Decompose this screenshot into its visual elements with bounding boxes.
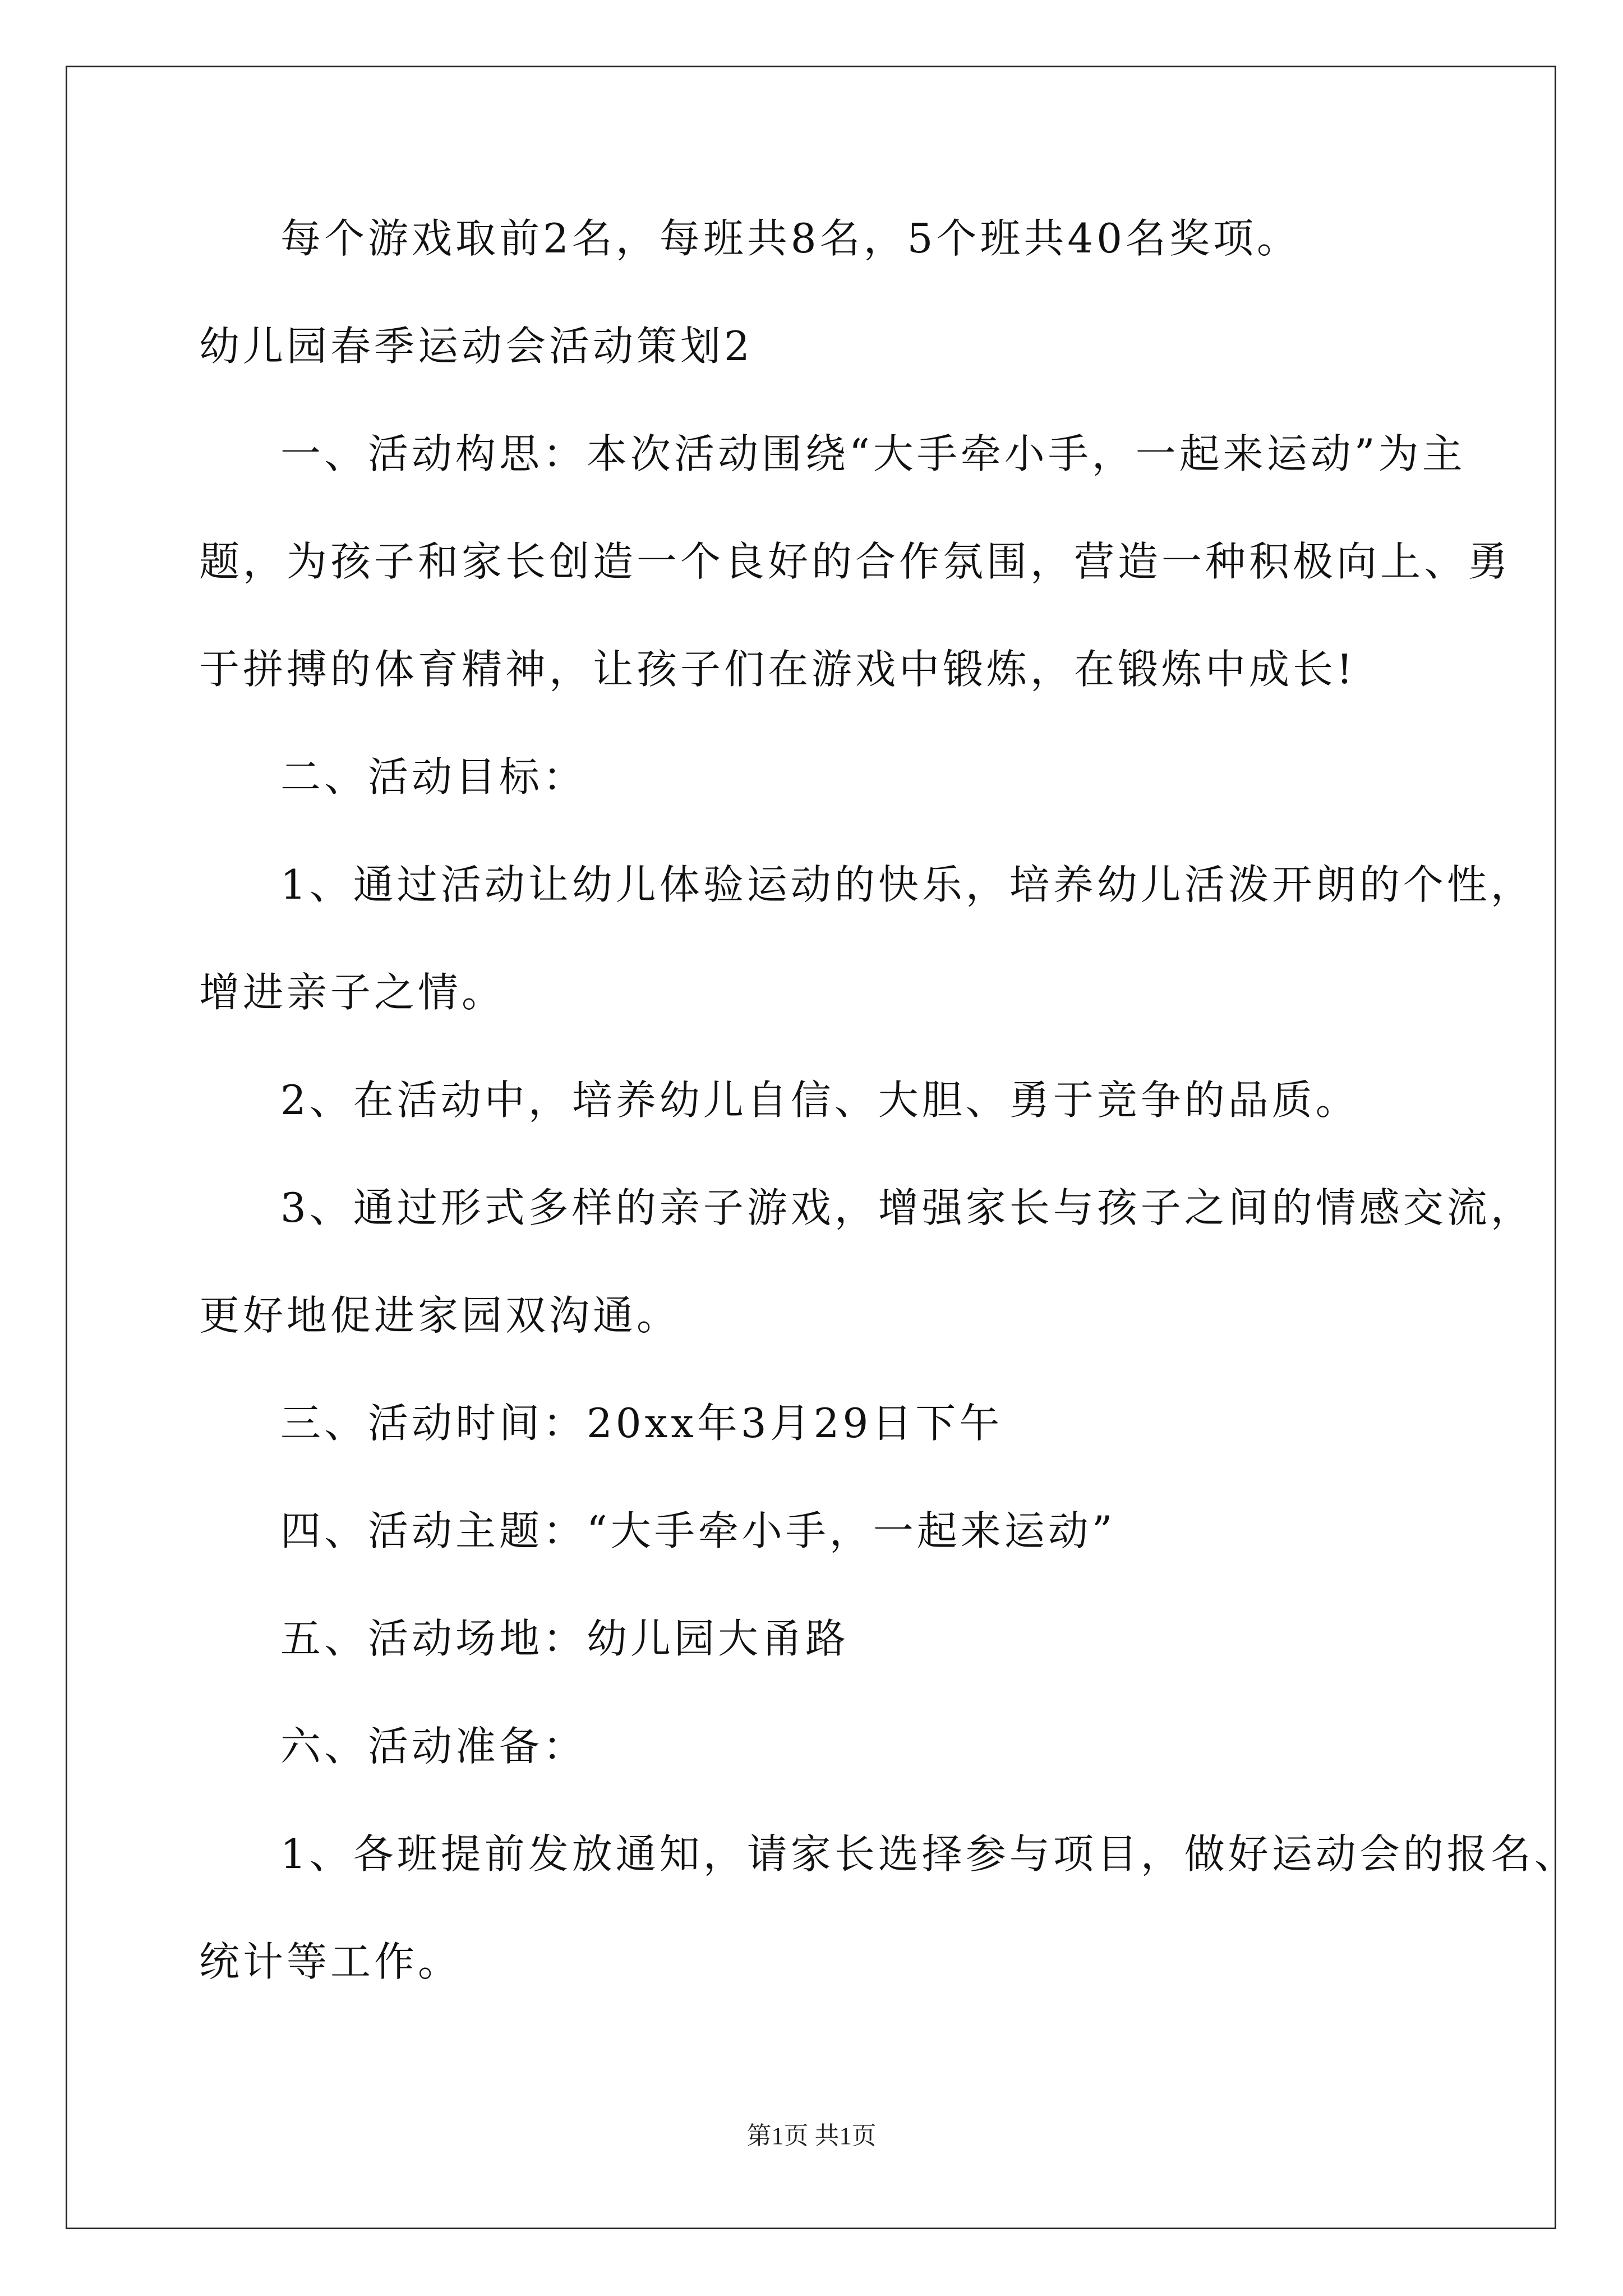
preparation-1-line-2: 统计等工作。 bbox=[199, 1938, 462, 1985]
goal-3-line-2: 更好地促进家园双沟通。 bbox=[199, 1292, 681, 1339]
paragraph-concept-line-1: 一、活动构思：本次活动围绕“大手牵小手，一起来运动”为主 bbox=[280, 430, 1466, 477]
heading-preparation: 六、活动准备： bbox=[280, 1723, 587, 1770]
paragraph-concept-line-3: 于拼搏的体育精神，让孩子们在游戏中锻炼，在锻炼中成长! bbox=[199, 646, 1356, 693]
activity-theme: 四、活动主题：“大手牵小手，一起来运动” bbox=[280, 1507, 1116, 1554]
page-number-footer: 第1页 共1页 bbox=[746, 2122, 877, 2150]
section-title: 幼儿园春季运动会活动策划2 bbox=[199, 323, 753, 370]
activity-time: 三、活动时间：20xx年3月29日下午 bbox=[280, 1400, 1003, 1447]
paragraph-awards: 每个游戏取前2名，每班共8名，5个班共40名奖项。 bbox=[280, 215, 1301, 262]
goal-1-line-2: 增进亲子之情。 bbox=[199, 969, 506, 1016]
heading-goals: 二、活动目标： bbox=[280, 753, 587, 800]
page-border bbox=[66, 66, 1556, 2229]
preparation-1-line-1: 1、各班提前发放通知，请家长选择参与项目，做好运动会的报名、 bbox=[280, 1830, 1578, 1878]
goal-3-line-1: 3、通过形式多样的亲子游戏，增强家长与孩子之间的情感交流， bbox=[280, 1184, 1534, 1231]
paragraph-concept-line-2: 题，为孩子和家长创造一个良好的合作氛围，营造一种积极向上、勇 bbox=[199, 538, 1512, 585]
goal-2: 2、在活动中，培养幼儿自信、大胆、勇于竞争的品质。 bbox=[280, 1076, 1359, 1124]
activity-venue: 五、活动场地：幼儿园大甬路 bbox=[280, 1615, 850, 1662]
goal-1-line-1: 1、通过活动让幼儿体验运动的快乐，培养幼儿活泼开朗的个性， bbox=[280, 861, 1534, 908]
